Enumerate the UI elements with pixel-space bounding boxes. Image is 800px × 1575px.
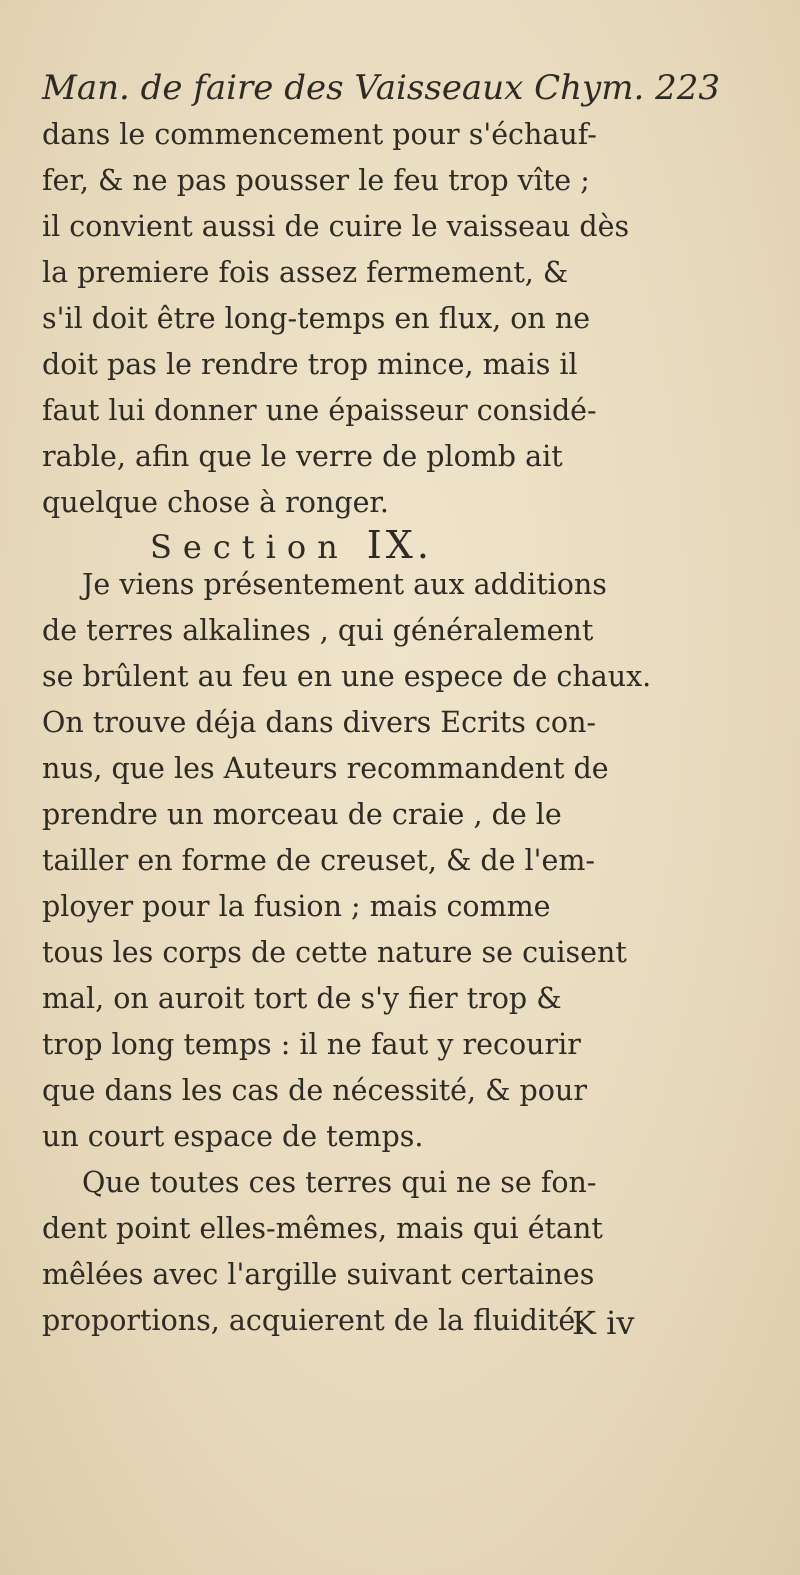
text-line: prendre un morceau de craie , de le [42,798,562,831]
text-line: il convient aussi de cuire le vaisseau dès [42,210,630,243]
text-line: dans le commencement pour s'échauf- [42,118,597,151]
text-line: doit pas le rendre trop mince, mais il [42,348,578,381]
text-line: rable, afin que le verre de plomb ait [42,440,563,473]
running-head [42,68,762,108]
running-head-title: Man. de faire des Vaisseaux Chym. [42,68,645,108]
text-line: dent point elles-mêmes, mais qui étant [42,1212,603,1245]
text-line: quelque chose à ronger. [42,486,389,519]
section-label: Section [150,528,349,566]
text-line: ployer pour la fusion ; mais comme [42,890,551,923]
text-line: fer, & ne pas pousser le feu trop vîte ; [42,164,590,197]
text-line: mêlées avec l'argille suivant certaines [42,1258,595,1291]
text-line: proportions, acquierent de la fluidité, [42,1304,585,1337]
section-number: IX. [366,523,433,567]
text-line: de terres alkalines , qui généralement [42,614,594,647]
signature-mark: K iv [572,1304,635,1342]
text-line: mal, on auroit tort de s'y fier trop & [42,982,562,1015]
text-line: Je viens présentement aux additions [82,568,607,601]
text-line: faut lui donner une épaisseur considé- [42,394,597,427]
text-line: On trouve déja dans divers Ecrits con- [42,706,597,739]
text-line: un court espace de temps. [42,1120,424,1153]
paragraph-1 [42,112,772,526]
text-line: que dans les cas de nécessité, & pour [42,1074,587,1107]
page-number: 223 [655,68,720,108]
paragraph-2-3 [42,562,772,1344]
text-line: Que toutes ces terres qui ne se fon- [82,1166,597,1199]
text-line: tailler en forme de creuset, & de l'em- [42,844,596,877]
text-line: tous les corps de cette nature se cuisent [42,936,627,969]
text-line: la premiere fois assez fermement, & [42,256,569,289]
text-line: se brûlent au feu en une espece de chaux. [42,660,652,693]
text-line: s'il doit être long-temps en flux, on ne [42,302,591,335]
text-line: nus, que les Auteurs recommandent de [42,752,609,785]
text-line: trop long temps : il ne faut y recourir [42,1028,581,1061]
